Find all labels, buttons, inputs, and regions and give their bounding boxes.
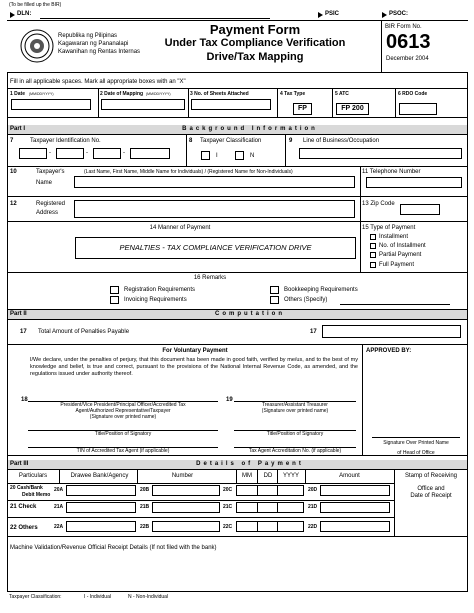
field-4-label: 4 Tax Type <box>280 91 306 97</box>
part-3-label: Part III <box>10 461 29 467</box>
form-title-2: Under Tax Compliance Verification <box>164 37 346 49</box>
tin-part-4-input[interactable] <box>130 148 170 159</box>
atc-input[interactable]: FP 200 <box>336 103 369 115</box>
manner-of-payment-label: 14 Manner of Payment <box>149 225 211 231</box>
part-3-title: Details of Payment <box>196 461 304 467</box>
others-remarks-checkbox[interactable] <box>270 296 279 304</box>
row20-bank-input[interactable] <box>66 485 136 496</box>
instructions: Fill in all applicable spaces. Mark all appropriate boxes with an "X" <box>10 79 186 85</box>
partial-payment-checkbox[interactable] <box>370 252 376 258</box>
classification-n-checkbox[interactable] <box>235 151 244 160</box>
taxpayer-name-input[interactable] <box>74 176 355 188</box>
agency-line-1: Republika ng Pilipinas <box>58 33 118 39</box>
tin-part-1-input[interactable] <box>19 148 47 159</box>
registered-address-label-2: Address <box>36 210 59 216</box>
approved-by-label: APPROVED BY: <box>366 348 412 354</box>
form-number: 0613 <box>386 31 431 53</box>
footer-non-individual: N - Non-Individual <box>128 594 169 600</box>
telephone-input[interactable] <box>366 177 462 188</box>
rdo-code-input[interactable] <box>399 103 437 115</box>
field-3-label: 3 No. of Sheets Attached <box>190 91 249 97</box>
form-date: December 2004 <box>386 56 429 62</box>
registered-address-label-1: Registered <box>36 201 66 207</box>
tin-part-2-input[interactable] <box>56 148 84 159</box>
field-2-label: 2 Date of Mapping <box>100 91 144 97</box>
head-of-office-signature-line[interactable] <box>372 437 460 438</box>
stamp-label-3: Date of Receipt <box>410 493 452 499</box>
tax-type-input[interactable]: FP <box>293 103 312 115</box>
bookkeeping-requirements-checkbox[interactable] <box>270 286 279 294</box>
row20-number-input[interactable] <box>152 485 220 496</box>
voluntary-payment-title: For Voluntary Payment <box>162 348 228 354</box>
part-1-title: Background Information <box>182 126 318 132</box>
full-payment-checkbox[interactable] <box>370 262 376 268</box>
form-title-1: Payment Form <box>209 22 301 37</box>
row21-bank-input[interactable] <box>66 502 136 513</box>
tin-label: Taxpayer Identification No. <box>30 138 101 144</box>
row22-bank-input[interactable] <box>66 521 136 532</box>
stamp-label-1: Stamp of Receiving <box>404 473 458 479</box>
psic-label: PSIC <box>325 11 340 17</box>
row21-date-input[interactable] <box>236 502 304 513</box>
telephone-label: 11 Telephone Number <box>362 169 421 175</box>
taxpayer-name-label-1: Taxpayer's <box>36 169 65 175</box>
form-title-3: Drive/Tax Mapping <box>206 51 304 63</box>
part-2-title: Computation <box>215 311 285 317</box>
stamp-label-2: Office and <box>417 486 445 492</box>
classification-i-checkbox[interactable] <box>201 151 210 160</box>
part-2-label: Part II <box>10 311 27 317</box>
tin-part-3-input[interactable] <box>93 148 121 159</box>
row20-date-input[interactable] <box>236 485 304 496</box>
agency-line-3: Kawanihan ng Rentas Internas <box>58 49 141 55</box>
remarks-label: 16 Remarks <box>193 275 227 281</box>
line-of-business-input[interactable] <box>299 148 462 159</box>
footer-classification: Taxpayer Classification: <box>9 594 62 600</box>
field-1-label: 1 Date <box>10 91 26 97</box>
row21-amount-input[interactable] <box>320 502 390 513</box>
taxpayer-name-label-2: Name <box>36 180 53 186</box>
taxpayer-name-hint: (Last Name, First Name, Middle Name for Individuals) / (Registered Name for Non-Individuals) <box>84 169 293 175</box>
part-1-label: Part I <box>10 126 26 132</box>
total-penalties-label: Total Amount of Penalties Payable <box>38 329 130 335</box>
field-6-label: 6 RDO Code <box>398 91 428 97</box>
taxpayer-classification-label: Taxpayer Classification <box>200 138 262 144</box>
invoicing-requirements-checkbox[interactable] <box>110 296 119 304</box>
row21-number-input[interactable] <box>152 502 220 513</box>
row22-date-input[interactable] <box>236 521 304 532</box>
psic-arrow-icon <box>318 12 323 18</box>
dln-label: DLN: <box>17 11 32 17</box>
psoc-label: PSOC: <box>389 11 409 17</box>
agency-line-2: Kagawaran ng Pananalapi <box>58 41 129 47</box>
footer-individual: I - Individual <box>84 594 111 600</box>
others-specify-line[interactable] <box>340 304 450 305</box>
row22-amount-input[interactable] <box>320 521 390 532</box>
registration-requirements-checkbox[interactable] <box>110 286 119 294</box>
dln-line <box>40 18 270 19</box>
no-of-installment-checkbox[interactable] <box>370 243 376 249</box>
zip-code-label: 13 Zip Code <box>362 201 395 207</box>
line-of-business-label: Line of Business/Occupation <box>303 138 380 144</box>
date-of-mapping-input[interactable] <box>101 99 185 110</box>
registered-address-input[interactable] <box>74 200 355 218</box>
bir-seal-icon <box>20 29 54 63</box>
psoc-arrow-icon <box>382 12 387 18</box>
dln-arrow-icon <box>10 12 15 18</box>
form-no-label: BIR Form No. <box>385 24 422 30</box>
sheets-attached-input[interactable] <box>191 99 271 110</box>
total-penalties-input[interactable] <box>322 325 461 338</box>
declaration-text: I/We declare, under the penalties of perjury, that this document has been made in good faith, verified by me/us, and to the best of my knowledge and belief, is true and correct, pursuant to the provisions of the National Internal Revenue Code, as amended, and the regulations issued under authority thereof. <box>30 357 358 377</box>
row20-amount-input[interactable] <box>320 485 390 496</box>
installment-checkbox[interactable] <box>370 234 376 240</box>
manner-of-payment-input[interactable]: PENALTIES - TAX COMPLIANCE VERIFICATION DRIVE <box>75 237 356 259</box>
row22-number-input[interactable] <box>152 521 220 532</box>
field-5-label: 5 ATC <box>335 91 349 97</box>
zip-code-input[interactable] <box>400 204 440 215</box>
to-be-filled-note: (To be filled up the BIR) <box>9 2 62 8</box>
type-of-payment-label: 15 Type of Payment <box>362 225 416 231</box>
date-input[interactable] <box>11 99 91 110</box>
machine-validation-label: Machine Validation/Revenue Official Receipt Details (If not filed with the bank) <box>10 545 217 551</box>
